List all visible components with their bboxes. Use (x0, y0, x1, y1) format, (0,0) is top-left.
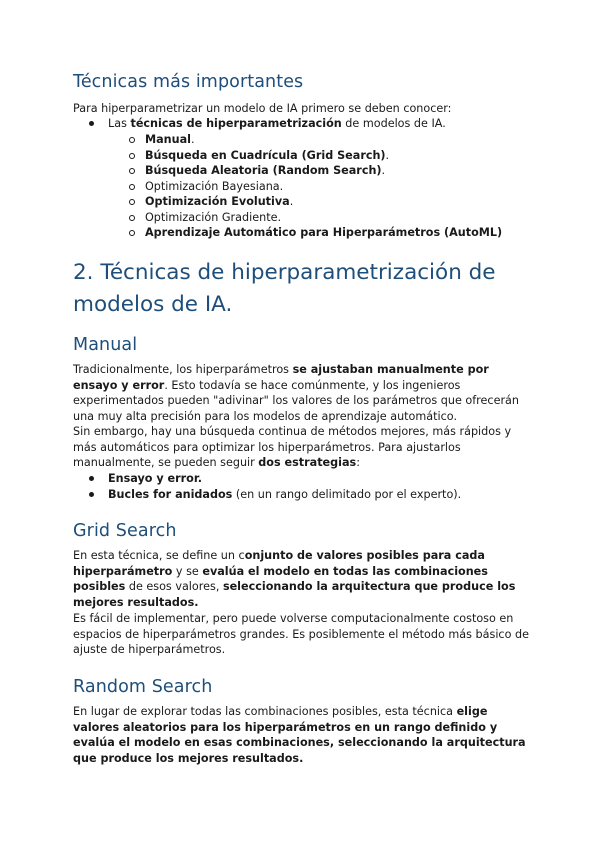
list-item: Optimización Bayesiana. (145, 179, 502, 195)
manual-paragraph-2: Sin embargo, hay una búsqueda continua de métodos mejores, más rápidos y más automáticos para optimizar los hiperparámetros. Para ajustarlos manualmente, se pueden seguir dos estrategias: (73, 425, 512, 469)
list-item: Optimización Gradiente. (145, 210, 502, 226)
main-bullet-list (108, 116, 446, 132)
list-item: Bucles for anidados (en un rango delimitado por el experto). (108, 487, 462, 501)
random-paragraph-1: En lugar de explorar todas las combinaciones posibles, esta técnica elige valores aleatorios para los hiperparámetros en un rango definido y evalúa el modelo en esas combinaciones, seleccionando la arquitectura que produce los mejores resultados. (73, 705, 526, 765)
manual-paragraph-1: Tradicionalmente, los hiperparámetros se ajustaban manualmente por ensayo y error. Esto todavía se hace comúnmente, y los ingenieros experimentados pueden "adivinar" los valores de los parámetros que ofrecerán una muy alta precisión para los modelos de aprendizaje automático. (73, 363, 519, 423)
heading-random-search: Random Search (73, 677, 213, 697)
list-item: Búsqueda Aleatoria (Random Search). (145, 163, 502, 179)
list-item: Ensayo y error. (108, 471, 461, 487)
intro-paragraph: Para hiperparametrizar un modelo de IA primero se deben conocer: (73, 102, 452, 115)
strategies-list (108, 471, 461, 502)
section-title: 2. Técnicas de hiperparametrización de modelos de IA. (73, 260, 496, 317)
techniques-sublist (145, 132, 502, 241)
list-item: Aprendizaje Automático para Hiperparámetros (AutoML) (145, 226, 503, 239)
heading-tecnicas-importantes: Técnicas más importantes (73, 72, 304, 92)
grid-paragraph-1: En esta técnica, se define un conjunto de valores posibles para cada hiperparámetro y se evalúa el modelo en todas las combinaciones posibles de esos valores, seleccionando la arquitectura que produce los mejores resultados. (73, 549, 516, 609)
heading-grid-search: Grid Search (73, 521, 177, 541)
grid-paragraph-2: Es fácil de implementar, pero puede volverse computacionalmente costoso en espacios de hiperparámetros grandes. Es posiblemente el método más básico de ajuste de hiperparámetros. (73, 612, 529, 656)
list-item: Búsqueda en Cuadrícula (Grid Search). (145, 148, 502, 164)
list-item: Manual. (145, 132, 502, 148)
heading-manual: Manual (73, 335, 138, 355)
list-item: Optimización Evolutiva. (145, 194, 502, 210)
list-item: Las técnicas de hiperparametrización de modelos de IA. (108, 117, 446, 130)
